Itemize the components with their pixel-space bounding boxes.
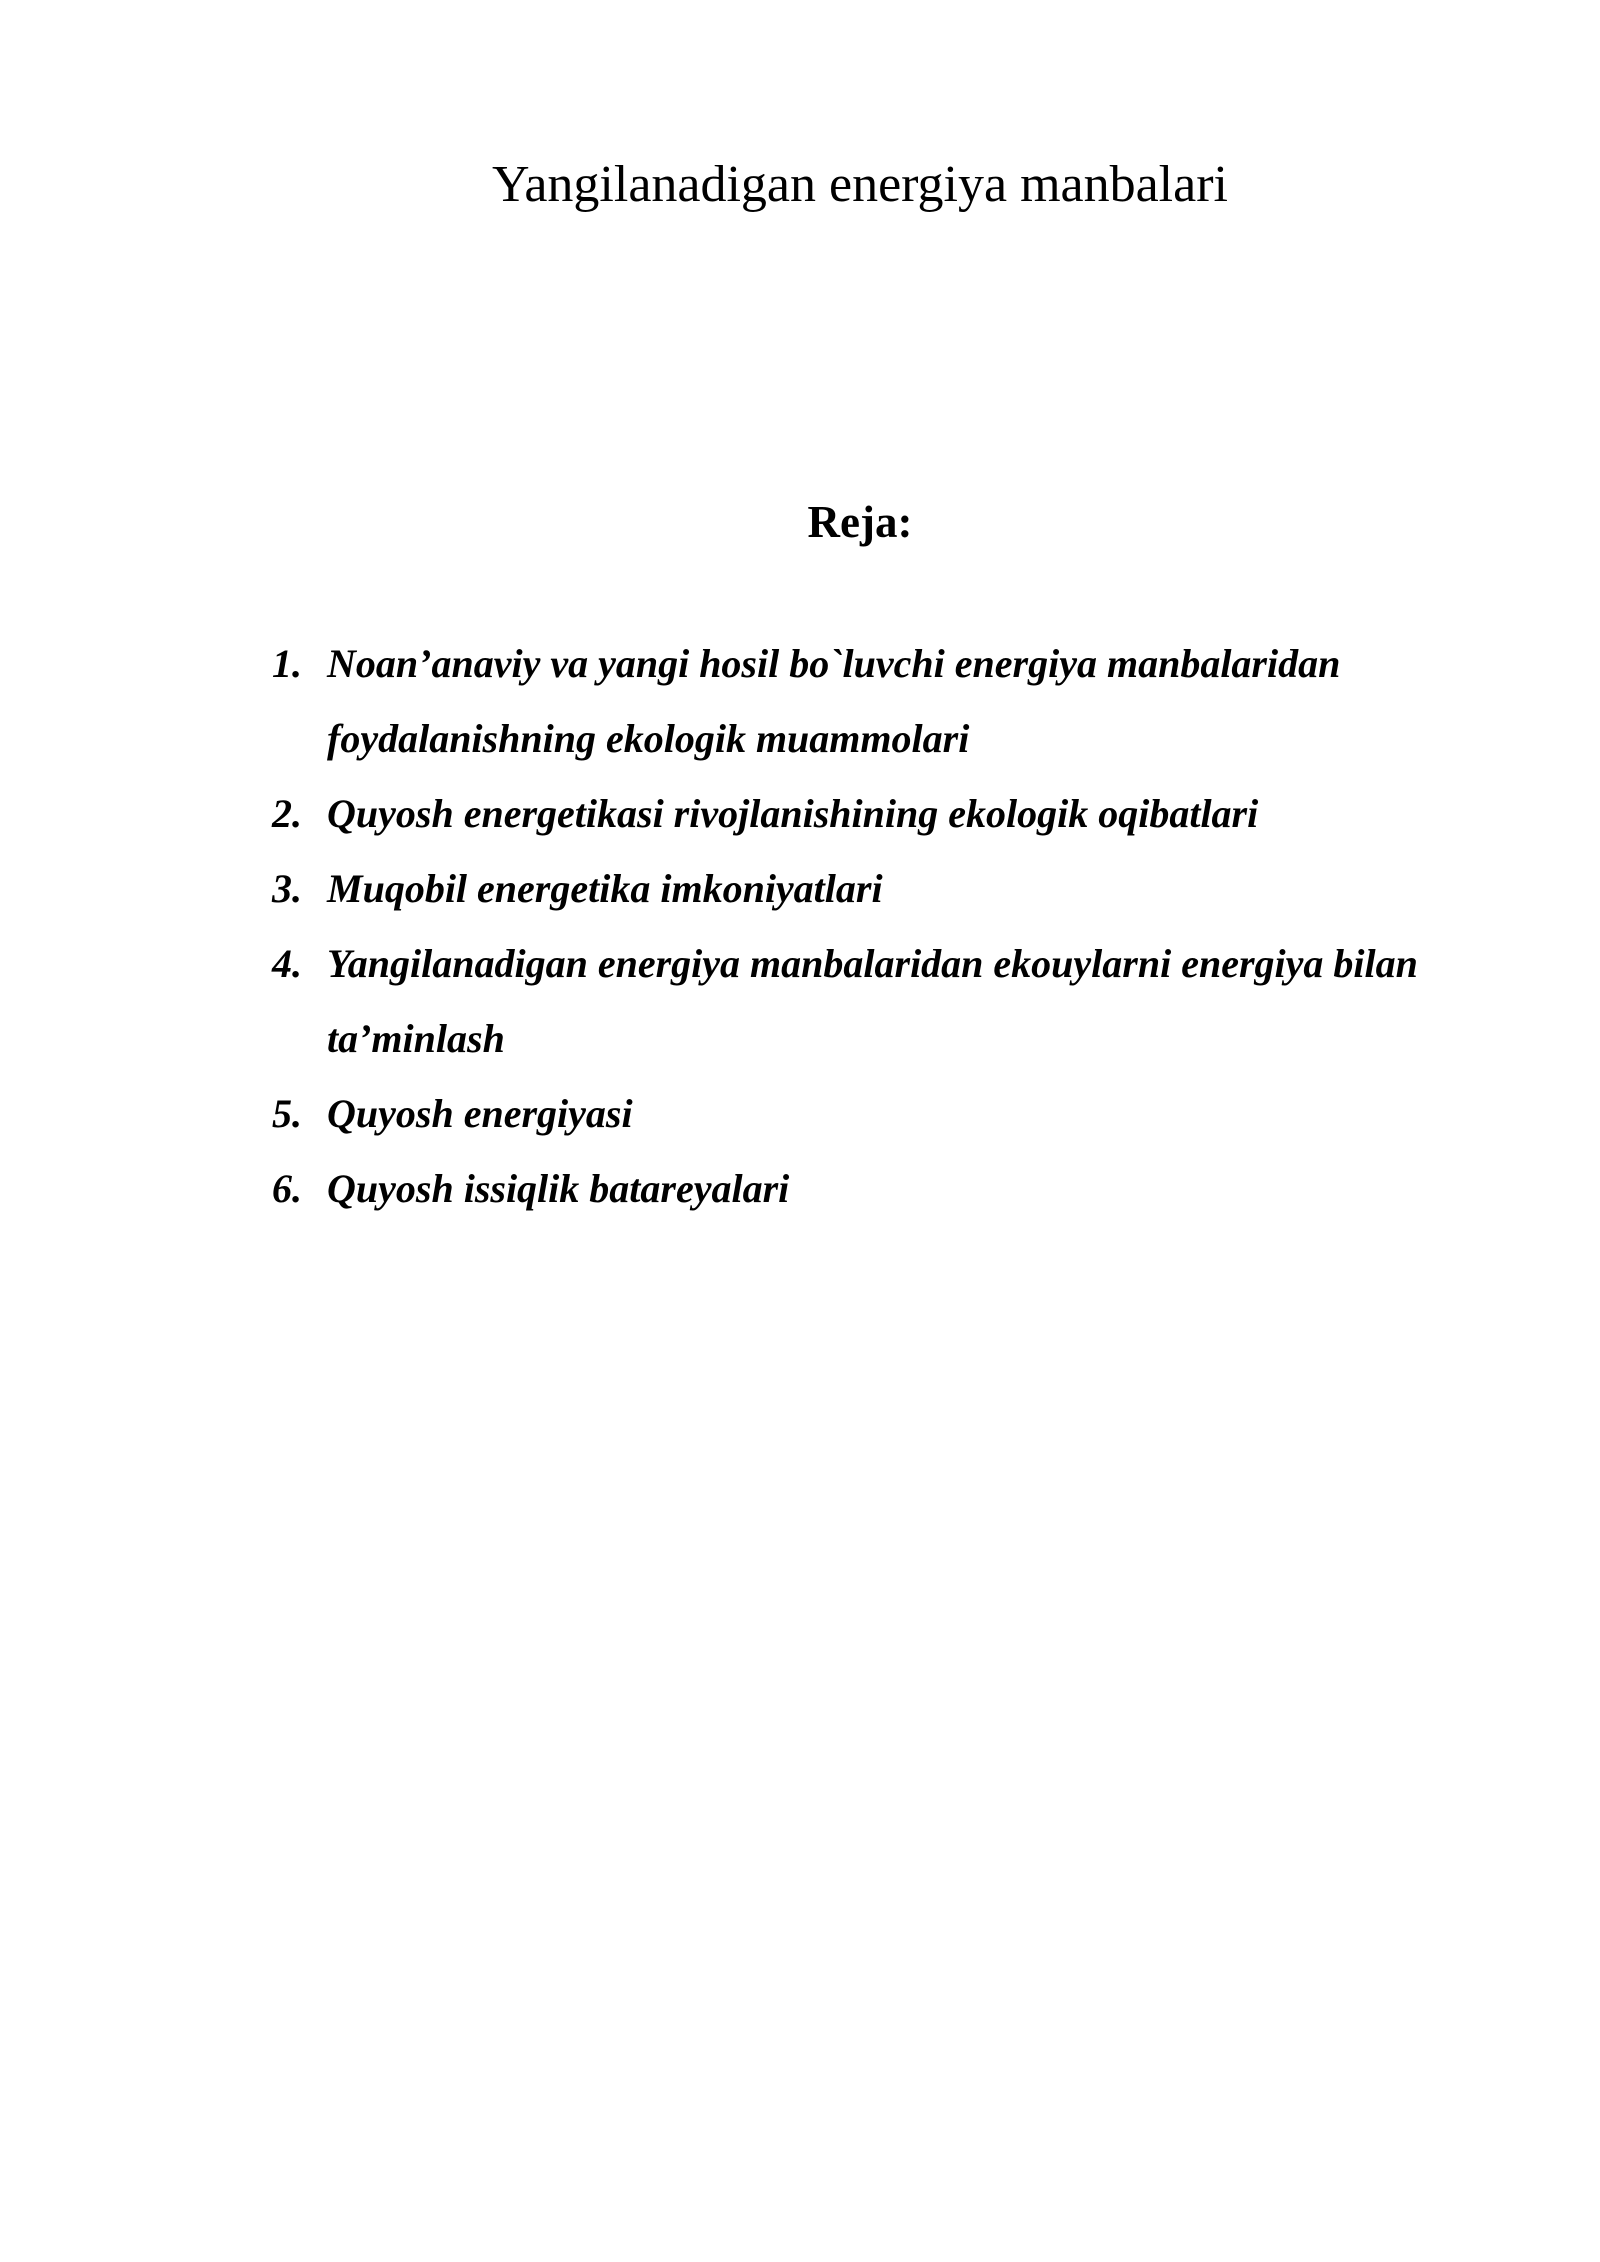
plan-item — [272, 926, 1452, 1076]
plan-item — [272, 1151, 1452, 1226]
plan-item — [272, 776, 1452, 851]
plan-item-number: 3. — [272, 866, 302, 911]
document-title: Yangilanadigan energiya manbalari — [492, 156, 1228, 213]
plan-item — [272, 626, 1452, 776]
plan-list — [272, 626, 1452, 1226]
plan-item-text: Muqobil energetika imkoniyatlari — [327, 866, 883, 911]
plan-item-number: 2. — [272, 791, 302, 836]
plan-item-number: 4. — [272, 941, 302, 986]
plan-item-number: 5. — [272, 1091, 302, 1136]
plan-heading: Reja: — [807, 497, 913, 547]
plan-item — [272, 1076, 1452, 1151]
plan-item — [272, 851, 1452, 926]
plan-item-text: Quyosh issiqlik batareyalari — [327, 1166, 790, 1211]
plan-item-number: 6. — [272, 1166, 302, 1211]
plan-item-text: Noan’anaviy va yangi hosil bo`luvchi energiya manbalaridan foydalanishning ekologik muammolari — [327, 641, 1341, 761]
plan-item-text: Quyosh energiyasi — [327, 1091, 633, 1136]
plan-item-number: 1. — [272, 641, 302, 686]
plan-item-text: Yangilanadigan energiya manbalaridan ekouylarni energiya bilan ta’minlash — [327, 941, 1418, 1061]
plan-item-text: Quyosh energetikasi rivojlanishining ekologik oqibatlari — [327, 791, 1259, 836]
